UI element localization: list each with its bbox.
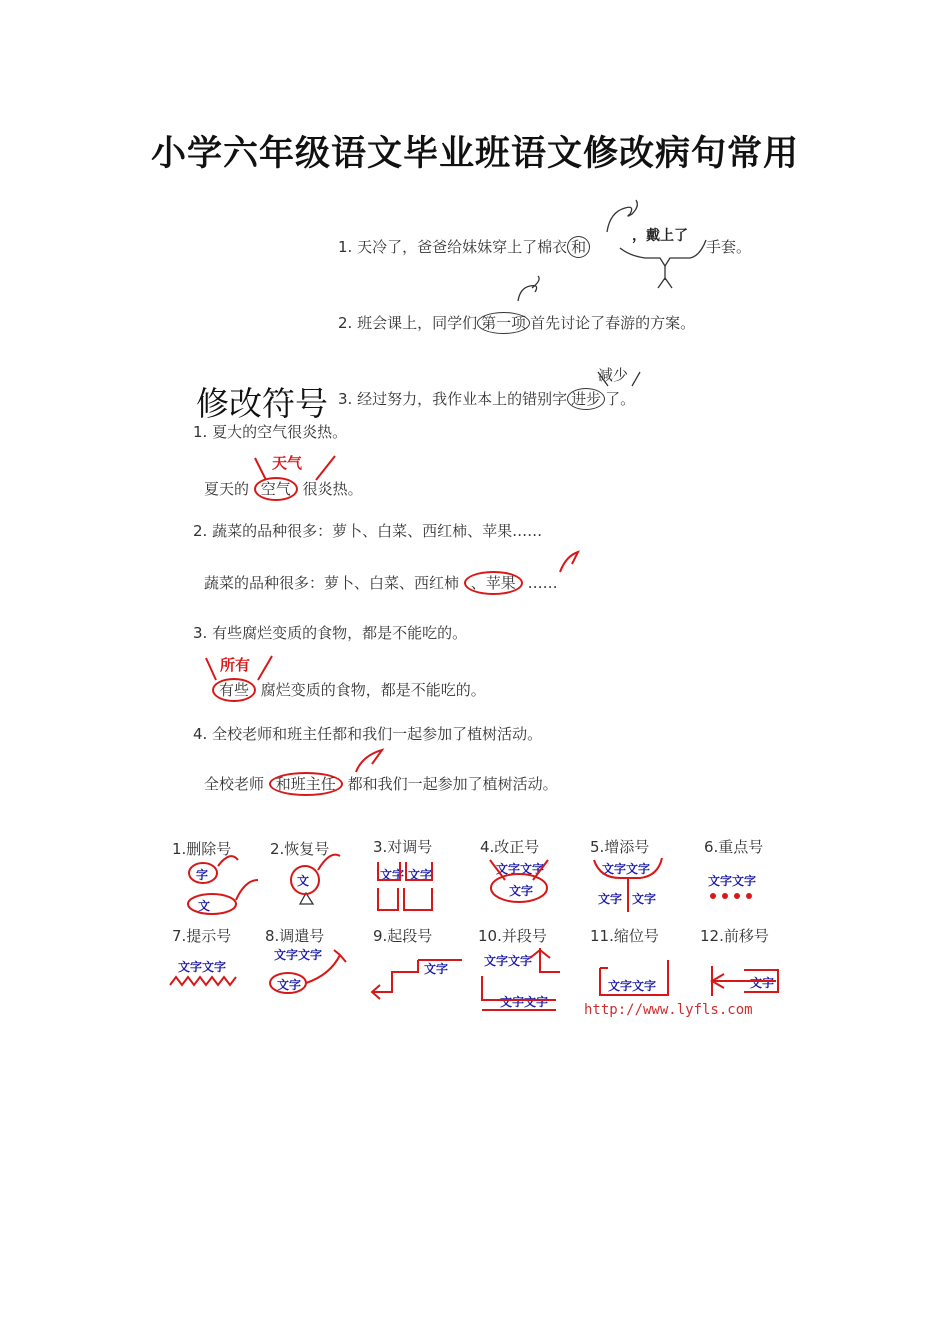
symbol-label-merge-paragraph: 10.并段号 — [478, 927, 547, 945]
insert-text: ，戴上了 — [632, 228, 688, 244]
symbol-label-hint: 7.提示号 — [172, 927, 232, 945]
fix-after: 很炎热。 — [302, 480, 363, 498]
symbol-label-indent: 11.缩位号 — [590, 927, 659, 945]
example-before: 班会课上，同学们 — [357, 314, 478, 332]
sentence-original: 1. 夏大的空气很炎热。 — [193, 423, 348, 441]
symbol-label-delete: 1.删除号 — [172, 840, 232, 858]
sample-double: 文字文字 — [608, 979, 657, 993]
fix-before: 蔬菜的品种很多：萝卜、白菜、西红柿 — [204, 574, 460, 592]
page-title: 小学六年级语文毕业班语文修改病句常用 — [150, 133, 799, 174]
circled-text: 有些 — [212, 678, 256, 702]
replacement-text: 减少 — [598, 366, 629, 384]
symbol-label-correct: 4.改正号 — [480, 838, 540, 856]
sample-char: 字 — [196, 868, 209, 882]
symbol-label-move: 8.调遣号 — [265, 927, 325, 945]
sample-text: 文 — [198, 899, 211, 913]
sample-word: 文字 — [750, 976, 775, 990]
sample-word: 文字 — [509, 884, 534, 898]
example-num: 1. — [338, 238, 353, 256]
symbol-label-new-paragraph: 9.起段号 — [373, 927, 433, 945]
symbol-label-restore: 2.恢复号 — [270, 840, 330, 858]
sentence-original: 3. 有些腐烂变质的食物，都是不能吃的。 — [193, 624, 468, 642]
sample-double: 文字文字 — [496, 862, 545, 876]
example-after: 了。 — [605, 390, 636, 408]
example-before: 经过努力，我作业本上的错别字 — [357, 390, 568, 408]
circled-text: 空气 — [254, 477, 298, 501]
symbol-label-move-forward: 12.前移号 — [700, 927, 769, 945]
sample-word: 文字 — [632, 892, 657, 906]
source-url: http://www.lyfls.com — [584, 1002, 753, 1018]
circled-text: 进步 — [567, 388, 605, 410]
sentence-original: 4. 全校老师和班主任都和我们一起参加了植树活动。 — [193, 725, 543, 743]
symbol-label-swap: 3.对调号 — [373, 838, 433, 856]
fix-before: 夏天的 — [204, 480, 250, 498]
sample-double: 文字文字 — [708, 874, 757, 888]
section-heading: 修改符号 — [196, 384, 328, 423]
circled-text: 第一项 — [477, 312, 530, 334]
fix-after: 都和我们一起参加了植树活动。 — [347, 775, 558, 793]
sample-double: 文字文字 — [500, 995, 549, 1009]
sample-text: 文 — [297, 874, 310, 888]
example-num: 3. — [338, 390, 353, 408]
sample-word: 文字 — [424, 962, 449, 976]
sample-word: 文字 — [380, 868, 405, 882]
symbol-label-insert: 5.增添号 — [590, 838, 650, 856]
sample-double: 文字文字 — [602, 862, 651, 876]
example-after: 首先讨论了春游的方案。 — [530, 314, 696, 332]
sample-word: 文字 — [408, 868, 433, 882]
fix-after: …… — [527, 574, 558, 592]
replacement-text: 所有 — [220, 656, 251, 674]
sentence-original: 2. 蔬菜的品种很多：萝卜、白菜、西红柿、苹果…… — [193, 522, 543, 540]
example-after: 手套。 — [706, 238, 752, 256]
fix-after: 腐烂变质的食物，都是不能吃的。 — [260, 681, 486, 699]
symbol-label-emphasis: 6.重点号 — [704, 838, 764, 856]
fix-before: 全校老师 — [204, 775, 265, 793]
example-before: 天冷了，爸爸给妹妹穿上了棉衣 — [357, 238, 568, 256]
sample-word: 文字 — [598, 892, 623, 906]
sample-double: 文字文字 — [484, 954, 533, 968]
example-num: 2. — [338, 314, 353, 332]
sample-double: 文字文字 — [178, 960, 227, 974]
sample-word: 文字 — [277, 978, 302, 992]
replacement-text: 天气 — [272, 454, 303, 472]
circled-text: 、苹果 — [464, 571, 523, 595]
sample-double: 文字文字 — [274, 948, 323, 962]
circled-text: 和 — [567, 236, 590, 258]
circled-text: 和班主任 — [269, 772, 343, 796]
